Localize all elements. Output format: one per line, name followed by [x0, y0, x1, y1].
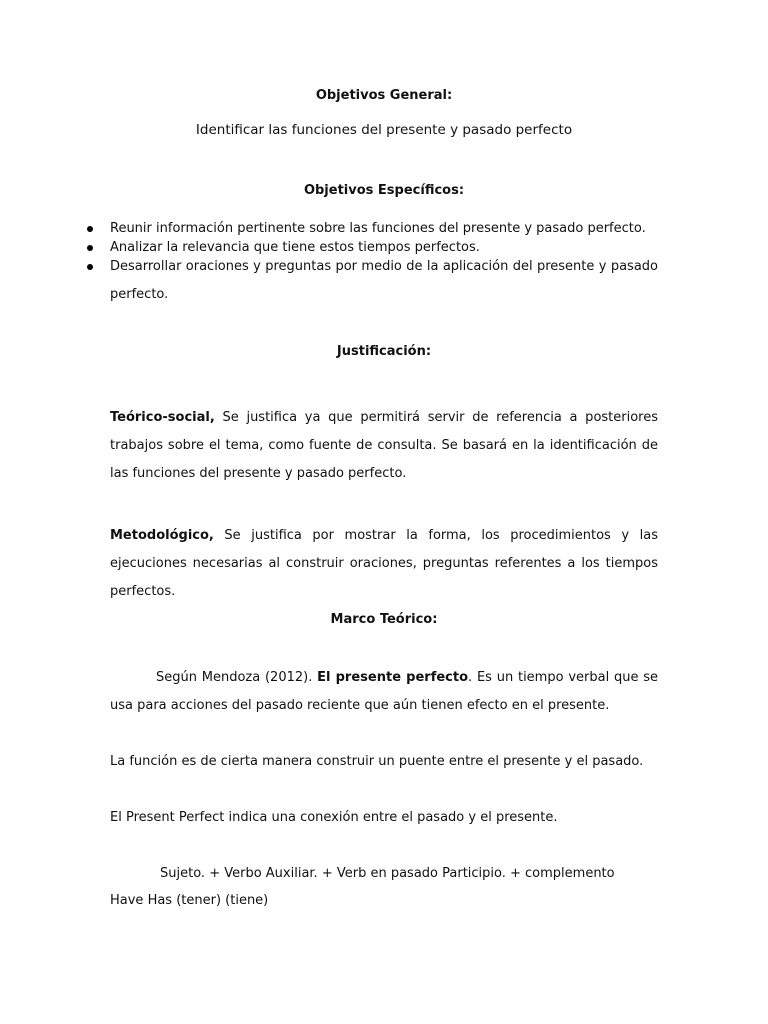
objetivos-especificos-heading: Objetivos Específicos: — [303, 183, 465, 198]
list-item — [0, 219, 658, 238]
list-item-text: Reunir información pertinente sobre las funciones del presente y pasado perfecto. — [110, 221, 646, 236]
bullet-icon — [87, 226, 93, 232]
metodologico-paragraph — [110, 522, 658, 606]
marco-teorico-paragraph-3: El Present Perfect indica una conexión entre el pasado y el presente. — [110, 810, 558, 825]
metodologico-text: Se justifica por mostrar la forma, los procedimientos y las ejecuciones necesarias al construir oraciones, preguntas referentes a los tiempos perfectos. — [110, 528, 658, 599]
metodologico-label: Metodológico, — [110, 528, 214, 543]
list-item — [0, 253, 658, 309]
marco-teorico-heading: Marco Teórico: — [330, 612, 438, 627]
teorico-social-paragraph — [110, 404, 658, 488]
marco-p1-before: Según Mendoza (2012). — [156, 670, 318, 685]
marco-p1-bold: El presente perfecto — [317, 670, 469, 685]
marco-p1-after: . Es un tiempo verbal que se usa para acciones del pasado reciente que aún tienen efecto en el presente. — [110, 670, 659, 713]
formula-line: Sujeto. + Verbo Auxiliar. + Verb en pasado Participio. + complemento — [160, 866, 615, 881]
objetivos-general-text: Identificar las funciones del presente y pasado perfecto — [195, 122, 573, 138]
teorico-social-text: Se justifica ya que permitirá servir de referencia a posteriores trabajos sobre el tema, como fuente de consulta. Se basará en la identificación de las funciones del presente y pasado perfecto. — [110, 410, 658, 481]
marco-teorico-paragraph-1 — [110, 664, 658, 720]
objetivos-especificos-list — [0, 219, 768, 309]
marco-teorico-paragraph-2: La función es de cierta manera construir un puente entre el presente y el pasado. — [110, 754, 644, 769]
bullet-icon — [87, 245, 93, 251]
list-item-text: Analizar la relevancia que tiene estos tiempos perfectos. — [110, 240, 480, 255]
justificacion-heading: Justificación: — [336, 344, 432, 359]
teorico-social-label: Teórico-social, — [110, 410, 215, 425]
objetivos-general-heading: Objetivos General: — [315, 88, 453, 103]
list-item-text: Desarrollar oraciones y preguntas por medio de la aplicación del presente y pasado perfecto. — [110, 259, 658, 302]
bullet-icon — [87, 264, 93, 270]
have-has-line: Have Has (tener) (tiene) — [110, 893, 269, 908]
